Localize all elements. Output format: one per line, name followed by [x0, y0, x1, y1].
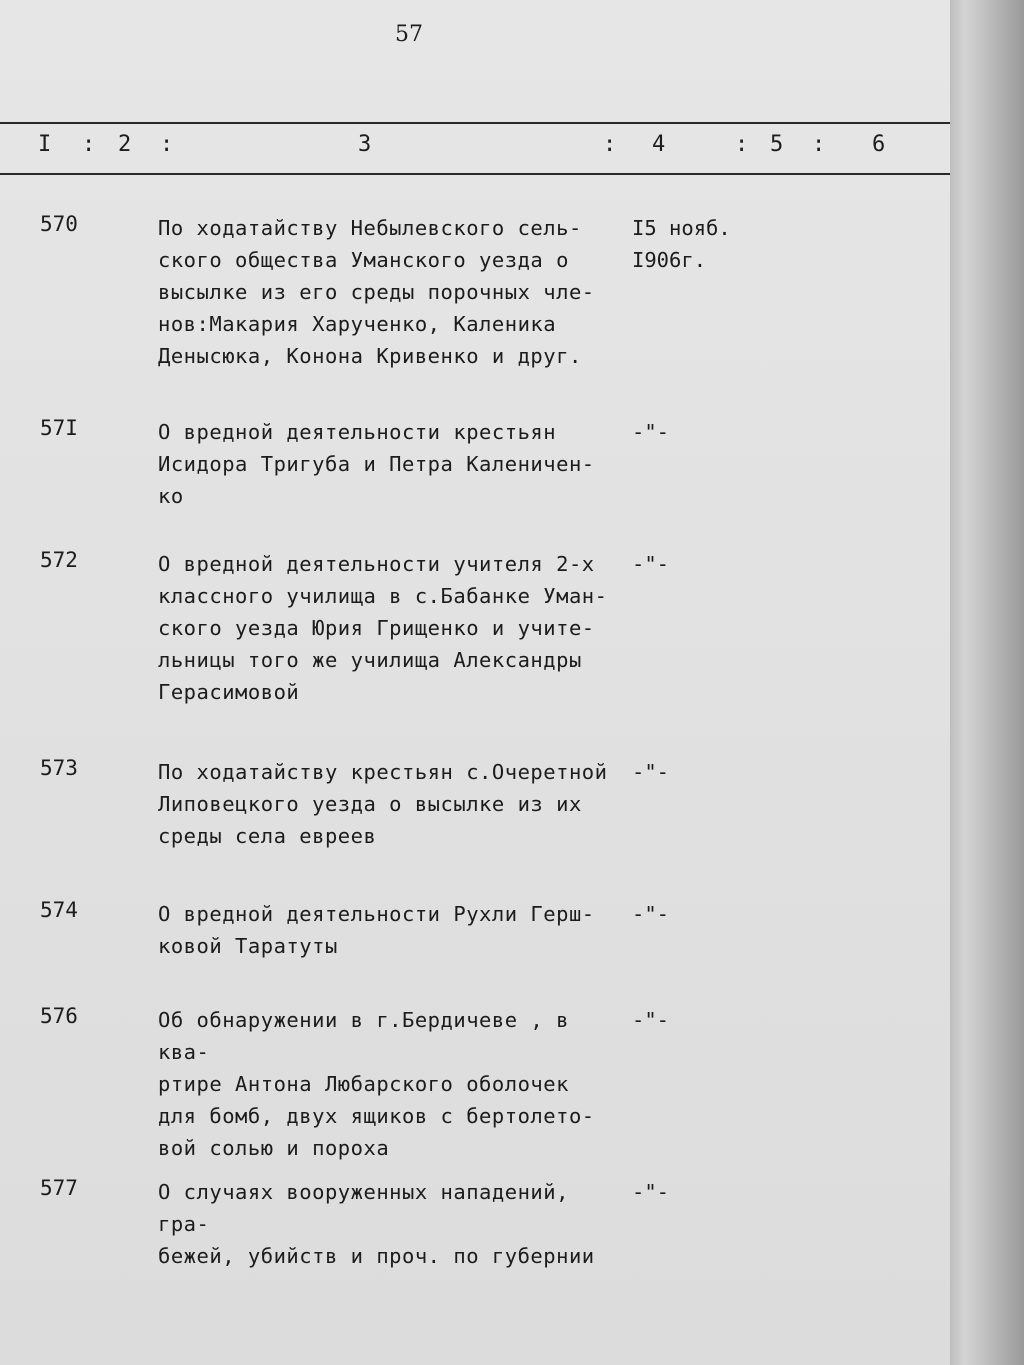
- column-separator-4: :: [735, 132, 751, 157]
- column-header-2: 2: [118, 132, 134, 157]
- column-separator-1: :: [82, 132, 98, 157]
- entry-number: 570: [40, 212, 78, 236]
- entry-date: -"-: [632, 1008, 670, 1032]
- column-header-5: 5: [770, 132, 786, 157]
- column-header-6: 6: [872, 132, 888, 157]
- entry-number: 576: [40, 1004, 78, 1028]
- entry-description: О случаях вооруженных нападений, гра- бежей, убийств и проч. по губернии: [158, 1180, 595, 1268]
- entry-number: 57I: [40, 416, 78, 440]
- entry-date: -"-: [632, 902, 670, 926]
- column-separator-3: :: [603, 132, 619, 157]
- entry-date: -"-: [632, 760, 670, 784]
- page-number: 57: [395, 22, 423, 47]
- column-header-3: 3: [358, 132, 374, 157]
- entry-date: -"-: [632, 420, 670, 444]
- page-edge-shadow: [950, 0, 1024, 1365]
- entry-description: О вредной деятельности Рухли Герш- ковой Таратуты: [158, 902, 595, 958]
- header-bottom-rule: [0, 173, 950, 175]
- entry-description: Об обнаружении в г.Бердичеве , в ква- ртире Антона Любарского оболочек для бомб, двух ящиков с бертолето- вой солью и пороха: [158, 1008, 595, 1160]
- entry-number: 572: [40, 548, 78, 572]
- header-top-rule: [0, 122, 950, 124]
- column-header-4: 4: [652, 132, 668, 157]
- column-header-1: I: [38, 132, 54, 157]
- entry-date: -"-: [632, 552, 670, 576]
- entry-number: 573: [40, 756, 78, 780]
- entry-description: По ходатайству Небылевского сель- ского общества Уманского уезда о высылке из его среды порочных чле- нов:Макария Харученко, Каленика Денысюка, Конона Кривенко и друг.: [158, 216, 595, 368]
- column-separator-2: :: [160, 132, 176, 157]
- entry-date: I5 нояб. I906г.: [632, 216, 731, 272]
- entry-number: 574: [40, 898, 78, 922]
- entry-description: По ходатайству крестьян с.Очеретной Липовецкого уезда о высылке из их среды села евреев: [158, 760, 608, 848]
- entry-date: -"-: [632, 1180, 670, 1204]
- entry-description: О вредной деятельности учителя 2-х классного училища в с.Бабанке Уман- ского уезда Юрия Грищенко и учите- льницы того же училища Александры Герасимовой: [158, 552, 608, 704]
- entry-description: О вредной деятельности крестьян Исидора Тригуба и Петра Каленичен- ко: [158, 420, 595, 508]
- entry-number: 577: [40, 1176, 78, 1200]
- column-separator-5: :: [812, 132, 828, 157]
